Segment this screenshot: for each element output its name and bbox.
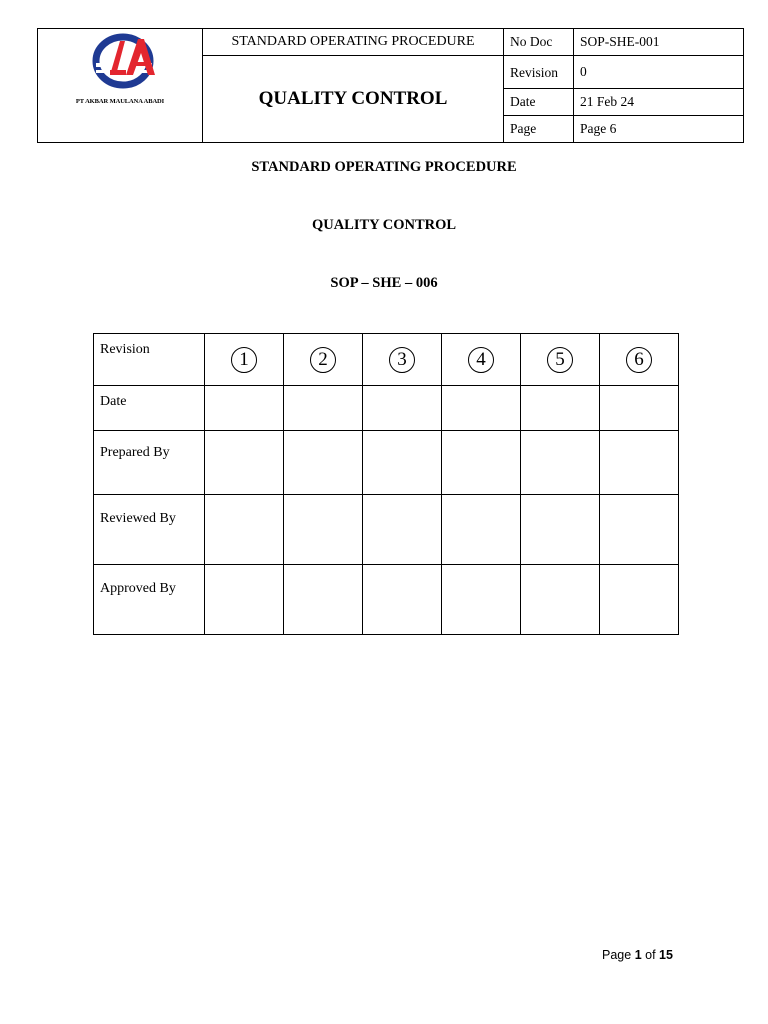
- reviewed-cell-3: [363, 495, 442, 565]
- approved-cell-5: [521, 565, 600, 635]
- row-label-approved-by: Approved By: [94, 565, 205, 635]
- reviewed-cell-5: [521, 495, 600, 565]
- prepared-cell-2: [284, 431, 363, 495]
- page-footer: [602, 948, 673, 962]
- date-cell-6: [600, 386, 679, 431]
- footer-total-pages: 15: [659, 948, 673, 962]
- date-cell-2: [284, 386, 363, 431]
- revision-number-1: 1: [231, 347, 257, 373]
- date-cell-1: [205, 386, 284, 431]
- approved-cell-6: [600, 565, 679, 635]
- no-doc-value: SOP-SHE-001: [574, 29, 744, 56]
- footer-current-page: 1: [634, 948, 642, 962]
- prepared-cell-6: [600, 431, 679, 495]
- date-cell-4: [442, 386, 521, 431]
- date-cell-3: [363, 386, 442, 431]
- date-value: 21 Feb 24: [574, 89, 744, 116]
- revision-number-3: 3: [389, 347, 415, 373]
- revision-cell-4: [442, 334, 521, 386]
- body-doc-code: SOP – SHE – 006: [330, 275, 438, 291]
- revision-label: Revision: [504, 56, 574, 89]
- revision-number-4: 4: [468, 347, 494, 373]
- revision-row: [94, 334, 679, 386]
- revision-value: 0: [574, 56, 744, 89]
- company-logo-icon: [92, 29, 158, 91]
- date-label: Date: [504, 89, 574, 116]
- approved-cell-4: [442, 565, 521, 635]
- prepared-by-row: [94, 431, 679, 495]
- approved-cell-3: [363, 565, 442, 635]
- row-label-reviewed-by: Reviewed By: [94, 495, 205, 565]
- logo-cell: [38, 29, 203, 143]
- revision-cell-6: [600, 334, 679, 386]
- row-label-revision: Revision: [94, 334, 205, 386]
- prepared-cell-3: [363, 431, 442, 495]
- header-doc-type: STANDARD OPERATING PROCEDURE: [203, 29, 504, 56]
- revision-cell-2: [284, 334, 363, 386]
- prepared-cell-1: [205, 431, 284, 495]
- company-name: PT AKBAR MAULANA ABADI: [75, 98, 165, 105]
- revision-cell-5: [521, 334, 600, 386]
- page-label: Page: [504, 116, 574, 143]
- reviewed-cell-2: [284, 495, 363, 565]
- revision-number-6: 6: [626, 347, 652, 373]
- header-doc-title: QUALITY CONTROL: [203, 56, 504, 143]
- body-title-sop: STANDARD OPERATING PROCEDURE: [251, 159, 517, 175]
- revision-cell-1: [205, 334, 284, 386]
- revision-number-5: 5: [547, 347, 573, 373]
- date-cell-5: [521, 386, 600, 431]
- reviewed-cell-1: [205, 495, 284, 565]
- approved-by-row: [94, 565, 679, 635]
- body-title-qc: QUALITY CONTROL: [311, 217, 457, 233]
- revision-cell-3: [363, 334, 442, 386]
- prepared-cell-4: [442, 431, 521, 495]
- footer-of-word: of: [645, 948, 656, 962]
- reviewed-cell-6: [600, 495, 679, 565]
- approved-cell-1: [205, 565, 284, 635]
- reviewed-by-row: [94, 495, 679, 565]
- page-value: Page 6: [574, 116, 744, 143]
- row-label-prepared-by: Prepared By: [94, 431, 205, 495]
- row-label-date: Date: [94, 386, 205, 431]
- no-doc-label: No Doc: [504, 29, 574, 56]
- approved-cell-2: [284, 565, 363, 635]
- revision-number-2: 2: [310, 347, 336, 373]
- footer-page-word: Page: [602, 948, 632, 962]
- prepared-cell-5: [521, 431, 600, 495]
- revision-table: [93, 333, 679, 635]
- reviewed-cell-4: [442, 495, 521, 565]
- date-row: [94, 386, 679, 431]
- document-header-table: [37, 28, 744, 143]
